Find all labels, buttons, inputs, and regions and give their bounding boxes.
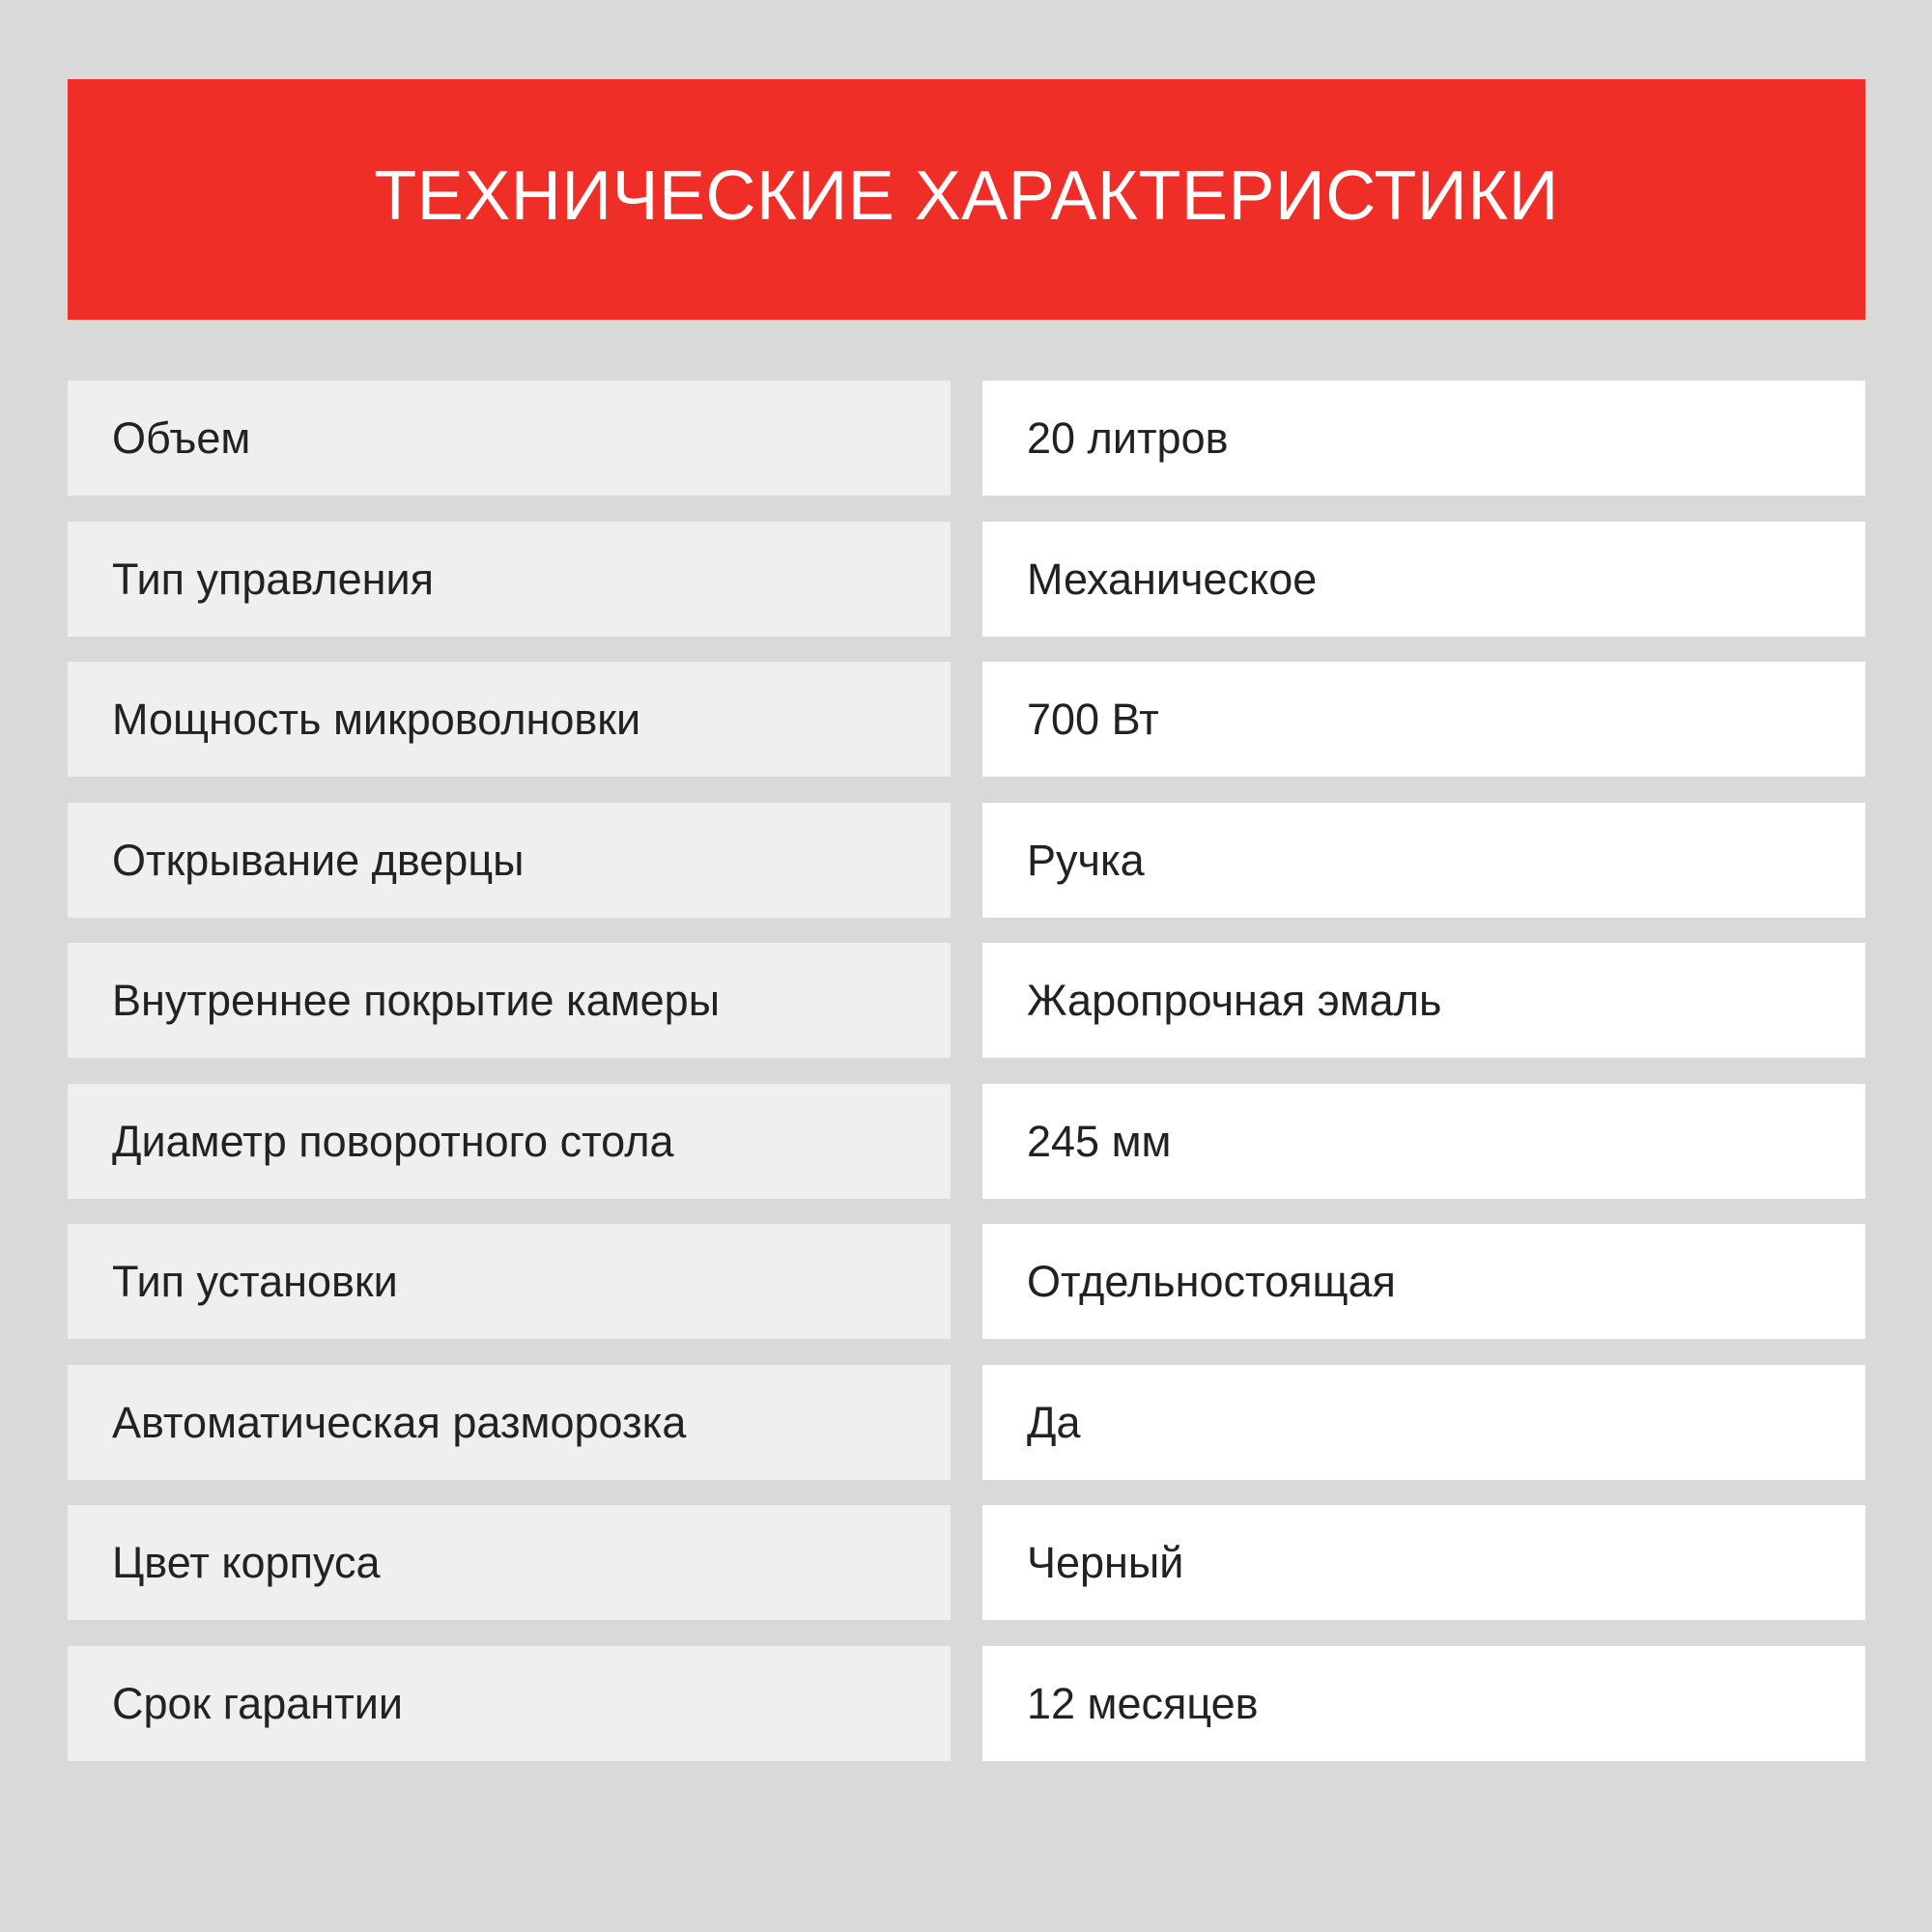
spec-value: Отдельностоящая — [982, 1224, 1865, 1339]
spec-name: Диаметр поворотного стола — [68, 1084, 951, 1199]
spec-name: Тип установки — [68, 1224, 951, 1339]
spec-name: Мощность микроволновки — [68, 662, 951, 777]
spec-row — [68, 1646, 1865, 1761]
spec-value: Механическое — [982, 522, 1865, 637]
spec-name: Открывание дверцы — [68, 803, 951, 918]
header-banner — [68, 79, 1865, 320]
specs-table — [68, 381, 1865, 1786]
spec-value: Да — [982, 1365, 1865, 1480]
spec-row — [68, 522, 1865, 637]
spec-value: Ручка — [982, 803, 1865, 918]
spec-name: Срок гарантии — [68, 1646, 951, 1761]
spec-row — [68, 1505, 1865, 1620]
page-title: ТЕХНИЧЕСКИЕ ХАРАКТЕРИСТИКИ — [374, 157, 1559, 235]
spec-value: 245 мм — [982, 1084, 1865, 1199]
spec-name: Цвет корпуса — [68, 1505, 951, 1620]
spec-row — [68, 943, 1865, 1058]
spec-name: Автоматическая разморозка — [68, 1365, 951, 1480]
spec-value: 20 литров — [982, 381, 1865, 496]
spec-row — [68, 803, 1865, 918]
spec-row — [68, 1084, 1865, 1199]
spec-value: 700 Вт — [982, 662, 1865, 777]
spec-row — [68, 381, 1865, 496]
spec-name: Объем — [68, 381, 951, 496]
spec-name: Внутреннее покрытие камеры — [68, 943, 951, 1058]
spec-row — [68, 662, 1865, 777]
spec-row — [68, 1224, 1865, 1339]
spec-value: Черный — [982, 1505, 1865, 1620]
spec-value: Жаропрочная эмаль — [982, 943, 1865, 1058]
spec-row — [68, 1365, 1865, 1480]
spec-name: Тип управления — [68, 522, 951, 637]
spec-value: 12 месяцев — [982, 1646, 1865, 1761]
